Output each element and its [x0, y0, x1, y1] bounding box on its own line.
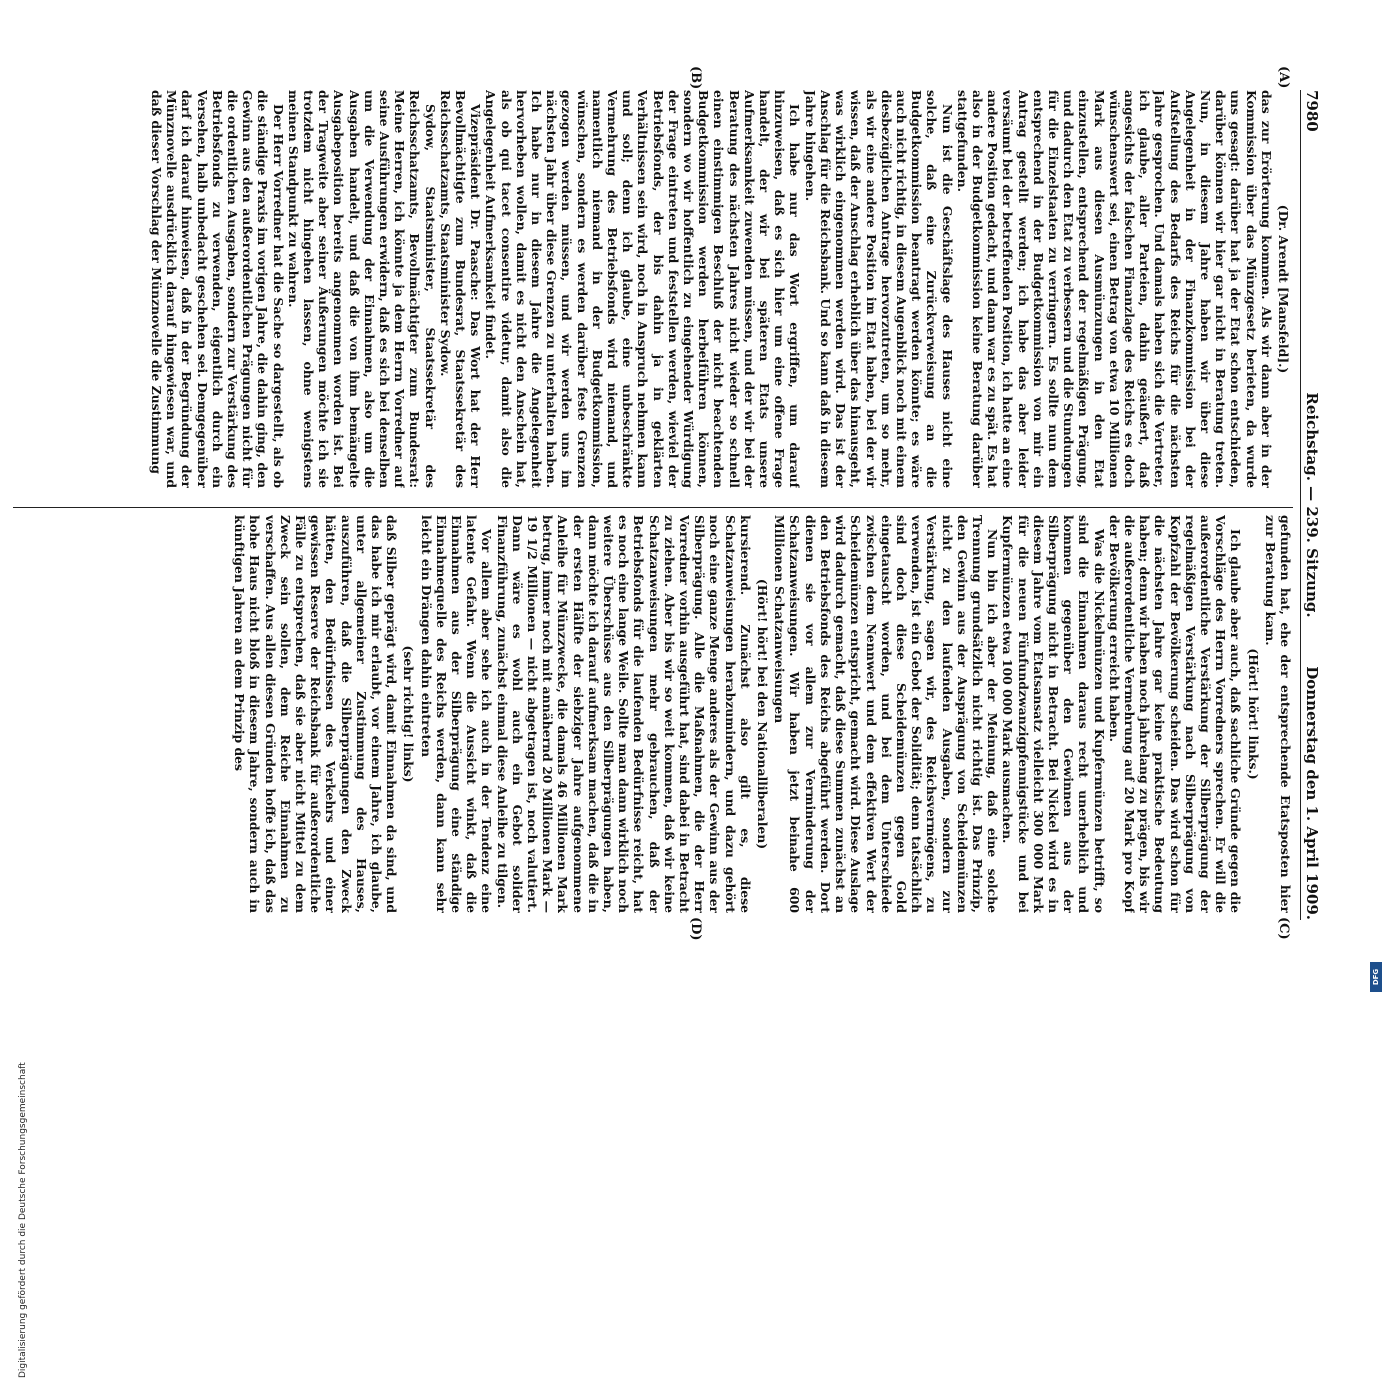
- paragraph: Vizepräsident Dr. Paasche: Das Wort hat der Herr Bevollmächtigte zum Bundesrat, Staatssekretär des Reichsschatzamts, Staatsminister Sydow.: [437, 90, 484, 488]
- speaker-note: (Dr. Arendt [Mansfeld].): [1276, 204, 1291, 374]
- interjection: (Hört! hört! links.): [1245, 648, 1261, 780]
- paragraph: kursierend. Zunächst also gilt es, diese Schatzanweisungen herabzumindern, und dazu gehört noch eine ganze Menge anderes als der Gewinn aus der Silberprägung. Alle die Maßnahmen, die der Herr Vorredner vorhin ausgeführt hat, sind dabei in Betracht zu ziehen. Aber bis wir so weit kommen, daß wir keine Schatzanweisungen mehr gebrauchen, daß der Betriebsfonds für die laufenden Bedürfnisse reicht, hat es noch eine lange Weile. Sollte man dann wirklich noch weitere Überschüsse aus den Silberprägungen haben, dann möchte ich darauf aufmerksam machen, daß die in der ersten Hälfte der siebziger Jahre aufgenommene Anleihe für Münzzwecke, die damals 46 Millionen Mark betrug, immer noch mit annähernd 20 Millionen Mark — 19 1/2 Millionen — nicht abgetragen ist, noch valutiert. Dann wäre es wohl auch ein Gebot solider Finanzführung, zunächst einmal diese Anleihe zu tilgen.: [494, 515, 753, 913]
- page-header: [1299, 90, 1321, 920]
- paragraph: Was die Nickelmünzen und Kupfermünzen betrifft, so sind die Einnahmen daraus recht unerheblich und kommen gegenüber den Gewinnen aus der Silberprägung nicht in Betracht. Bei Nickel wird es in diesem Jahre vom Etatsansatz vielleicht 300 000 Mark für die neuen Fünfundzwanzigpfennigstücke und bei Kupfermünzen etwa 100 000 Mark ausmachen.: [1000, 515, 1107, 913]
- paragraph: das zur Erörterung kommen. Als wir dann aber in der Kommission über das Münzgesetz berieten, da wurde uns gesagt: darüber hat ja der Etat schon entschieden, darüber können wir hier gar nicht in Beratung treten. Nun, in diesem Jahre haben wir über diese Angelegenheit in der Finanzkommission bei der Aufstellung des Bedarfs des Reichs für die nächsten Jahre gesprochen. Und damals haben sich die Vertreter, ich glaube, aller Parteien, dahin geäußert, daß angesichts der falschen Finanzlage des Reichs es doch wünschenswert sei, einen Betrag von etwa 10 Millionen Mark aus diesen Ausmünzungen in den Etat einzustellen, entsprechend der regelmäßigen Prägung, und dadurch den Etat zu verbessern und die Stundungen für die Einzelstaaten zu verringern. Es sollte nun dem entsprechend in der Budgetkommission von mir ein Antrag gestellt werden; ich habe das aber leider versäumt bei der betreffenden Position, ich hatte an eine andere Position gedacht, und dann war es zu spät. Es hat also in der Budgetkommission keine Beratung darüber stattgefunden.: [954, 90, 1274, 488]
- paragraph: Ich habe nur das Wort ergriffen, um darauf hinzuweisen, daß es sich hier um eine offene Frage handelt, der wir bei späteren Etats unsere Aufmerksamkeit zuwenden müssen, und der wir bei der Beratung des nächsten Jahres nicht wieder so schnell einen einstimmigen Beschluß der nicht beachtenden Budgetkommission werden herbeiführen können, sondern wo wir hoffentlich zu eingehender Würdigung der Frage eintreten und feststellen werden, wieviel der Betriebsfonds, der bis dahin ja in geklärten Verhältnissen sein wird, noch in Anspruch nehmen kann und soll; denn ich glaube, eine unbeschränkte Vermehrung des Betriebsfonds wird niemand, und namentlich niemand in der Budgetkommission, wünschen, sondern es werden darüber feste Grenzen gezogen werden müssen, und wir werden uns im nächsten Jahr über diese Grenzen zu unterhalten haben. Ich habe nur in diesem Jahre die Angelegenheit hervorheben wollen, damit es nicht den Anschein hat, als ob qui tacet consentire videtur, damit also die Angelegenheit Aufmerksamkeit findet.: [483, 90, 803, 488]
- paragraph: daß Silber geprägt wird, damit Einnahmen da sind, und das habe ich mir erlaubt, vor einem Jahre, ich glaube, unter allgemeiner Zustimmung des Hauses, auszuführen, daß die Silberprägungen den Zweck hätten, den Bedürfnissen des Verkehrs und einer gewissen Reserve der Reichsbank für außerordentliche Fälle zu entsprechen, daß sie aber nicht Mittel zu dem Zweck sein sollen, dem Reiche Einnahmen zu verschaffen. Aus allen diesen Gründen hoffe ich, daß das hohe Haus nicht bloß in diesem Jahre, sondern auch in künftigen Jahren an dem Prinzip des: [232, 515, 400, 913]
- margin-marker-c: (C): [1276, 917, 1291, 940]
- margin-marker-d: (D): [688, 917, 703, 941]
- interjection: (Hört! hört! bei den Nationalliberalen): [755, 578, 771, 850]
- paragraph: Nun ist die Geschäftslage des Hauses nicht eine solche, daß eine Zurückverweisung an die Budgetkommission beantragt werden könnte; es wäre auch nicht richtig, in diesem Augenblick noch mit einem diesbezüglichen Antrage hervorzutreten, um so mehr, als wir eine andere Position im Etat haben, bei der wir wissen, daß der Anschlag erheblich über das hinausgeht, was wirklich eingenommen werden wird. Das ist der Anschlag für die Reichsbank. Und so kann daß in diesem Jahre hingehen.: [802, 90, 955, 488]
- paragraph: Nun bin ich aber der Meinung, daß eine solche Trennung grundsätzlich nicht richtig ist. Das Prinzip, den Gewinn aus der Ausprägung von Scheidemünzen nicht zu den laufenden Ausgaben, sondern zur Verstärkung, sagen wir, des Reichsvermögens, zu verwenden, ist ein Gebot der Solidität; denn tatsächlich sind doch diese Scheidemünzen gegen Gold eingetauscht worden, und bei dem Unterschiede zwischen dem Nennwert und dem effektiven Wert der Scheidemünzen entspricht, gemacht wird. Diese Auslage wird dadurch gemacht, daß diese Summen zunächst an den Betriebsfonds des Reichs abgeführt werden. Dort dienen sie vor allem zur Verminderung der Schatzanweisungen. Wir haben jetzt beinahe 600 Millionen Schatzanweisungen: [772, 515, 1001, 913]
- margin-marker-b: (B): [688, 66, 703, 90]
- margin-marker-a: (A): [1276, 66, 1291, 89]
- digitization-note: Digitalisierung gefördert durch die Deutsche Forschungsgemeinschaft: [18, 1062, 28, 1378]
- paragraph: Ich glaube aber auch, daß sachliche Gründe gegen die Vorschläge des Herrn Vorredners sprechen. Er will die außerordentliche Verstärkung der Silberprägung der regelmäßigen Verstärkung nach Silberprägung von Kopfzahl der Bevölkerung scheiden. Das wird schon für die nächsten Jahre gar keine praktische Bedeutung haben; denn wir haben noch jahrelang zu prägen, bis wir die außerordentliche Vermehrung auf 20 Mark pro Kopf der Bevölkerung erreicht haben.: [1106, 515, 1244, 913]
- right-text-column: [23, 515, 1293, 913]
- paragraph: gefunden hat, ehe der entsprechende Etatsposten hier zur Beratung kam.: [1262, 515, 1293, 913]
- paragraph: Sydow, Staatsminister, Staatssekretär des Reichsschatzamts, Bevollmächtigter zum Bundesrat: Meine Herren, ich könnte ja dem Herrn Vorredner auf seine Ausführungen erwidern, daß es sich bei denselben um die Verwendung der Einnahmen, also um die Ausgaben handelt, und daß die von ihm bemängelte Ausgabeposition bereits angenommen worden ist. Bei der Tragweite aber seiner Äußerungen möchte ich sie trotzdem nicht hingehen lassen, ohne wenigstens meinen Standpunkt zu wahren.: [285, 90, 438, 488]
- paragraph: Der Herr Vorredner hat die Sache so dargestellt, als ob die ständige Praxis im vorigen Jahre, die dahin ging, den Gewinn aus den außerordentlichen Prägungen nicht für die ordentlichen Ausgaben, sondern zur Verstärkung des Betriebsfonds zu verwenden, eigentlich durch ein Versehen, halb unbedacht geschehen sei. Demgegenüber darf ich darauf hinweisen, daß in der Begründung der Münznovelle ausdrücklich darauf hingewiesen war, und daß dieser Vorschlag der Münznovelle die Zustimmung: [148, 90, 286, 488]
- header-rule: [1300, 90, 1301, 920]
- paragraph: Vor allem aber sehe ich auch in der Tendenz eine latente Gefahr. Wenn die Aussicht winkt, daß die Einnahmen aus der Silberprägung eine ständige Einnahmequelle des Reichs werden, dann kann sehr leicht ein Drängen dahin eintreten: [418, 515, 495, 913]
- session-date: Donnerstag den 1. April 1909.: [1303, 666, 1321, 920]
- page-number: 7980: [1303, 90, 1321, 132]
- interjection: (sehr richtig! links): [401, 645, 417, 783]
- running-title: Reichstag. — 239. Sitzung.: [1303, 392, 1321, 618]
- dfg-logo: DFG: [1370, 962, 1382, 992]
- left-text-column: [23, 90, 1293, 488]
- column-divider: [13, 507, 1293, 508]
